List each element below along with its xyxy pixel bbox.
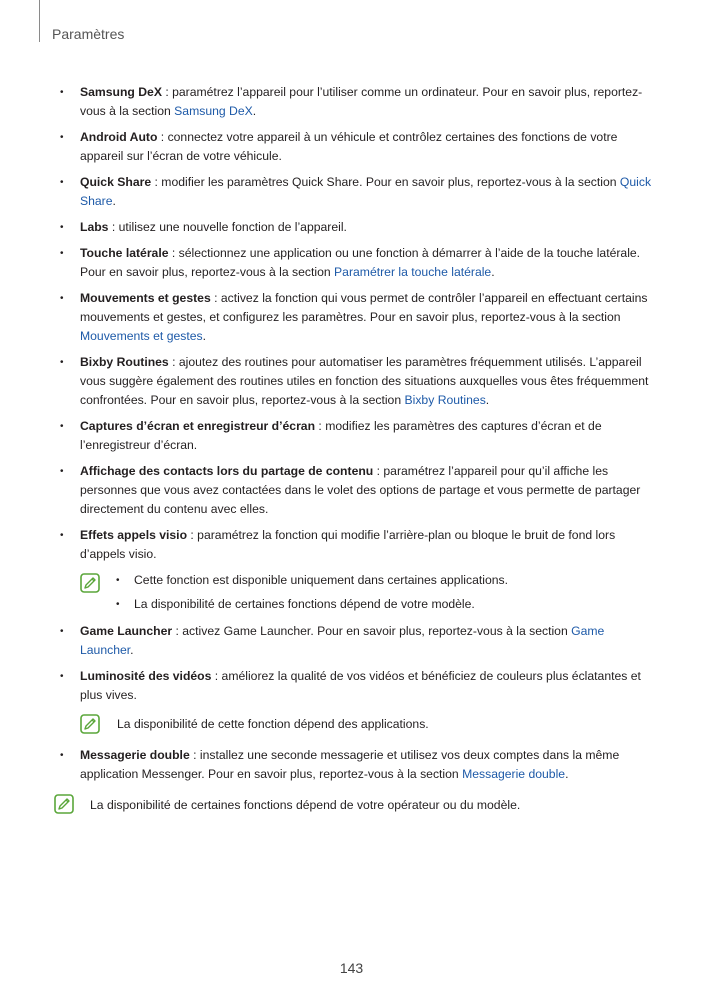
item-term: Messagerie double xyxy=(80,748,190,762)
item-term: Samsung DeX xyxy=(80,85,162,99)
note-list-item: • La disponibilité de certaines fonctions dépend de votre modèle. xyxy=(134,595,652,614)
item-term: Mouvements et gestes xyxy=(80,291,211,305)
list-item-android-auto xyxy=(60,128,652,166)
list-item-samsung-dex xyxy=(60,83,652,121)
item-text: : paramétrez l’appareil pour qu’il affiche les personnes que vous avez contactées dans le volet des options de partage et vous permette de partager directement du contenu avec elles. xyxy=(80,464,641,516)
list-item-motions-gestures xyxy=(60,289,652,346)
note-pencil-icon xyxy=(80,573,100,593)
item-text: : ajoutez des routines pour automatiser les paramètres fréquemment utilisés. L’appareil vous suggère également des routines utiles en fonction des situations auxquelles vous êtes fréquemment confrontées. Pour en savoir plus, reportez-vous à la section xyxy=(80,355,649,407)
page-header-title: Paramètres xyxy=(52,26,125,42)
section-link[interactable]: Mouvements et gestes xyxy=(80,329,203,343)
settings-list xyxy=(60,83,652,820)
item-text: : connectez votre appareil à un véhicule et contrôlez certaines des fonctions de votre appareil sur l’écran de votre véhicule. xyxy=(80,130,618,163)
item-text: : modifiez les paramètres des captures d’écran et de l’enregistreur d’écran. xyxy=(80,419,602,452)
item-text: : sélectionnez une application ou une fonction à démarrer à l’aide de la touche latérale. Pour en savoir plus, reportez-vous à la section xyxy=(80,246,641,279)
list-item-side-key xyxy=(60,244,652,282)
item-text: : installez une seconde messagerie et utilisez vos deux comptes dans la même application Messenger. Pour en savoir plus, reportez-vous à la section xyxy=(80,748,620,781)
section-link[interactable]: Bixby Routines xyxy=(404,393,486,407)
list-item-bixby-routines xyxy=(60,353,652,410)
item-text: : améliorez la qualité de vos vidéos et bénéficiez de couleurs plus éclatantes et plus vives. xyxy=(80,669,641,702)
list-item-quick-share xyxy=(60,173,652,211)
item-term: Affichage des contacts lors du partage de contenu xyxy=(80,464,374,478)
item-text: : paramétrez l’appareil pour l’utiliser comme un ordinateur. Pour en savoir plus, reportez-vous à la section xyxy=(80,85,643,118)
note-video-brightness xyxy=(80,712,652,738)
list-item-game-launcher xyxy=(60,622,652,660)
note-final xyxy=(54,794,652,820)
item-term: Luminosité des vidéos xyxy=(80,669,212,683)
item-term: Touche latérale xyxy=(80,246,169,260)
list-item-labs xyxy=(60,218,652,237)
item-term: Labs xyxy=(80,220,109,234)
header-rule xyxy=(39,0,40,42)
section-link[interactable]: Paramétrer la touche latérale xyxy=(334,265,492,279)
note-text: La disponibilité de cette fonction dépend des applications. xyxy=(117,717,429,731)
item-suffix: . xyxy=(112,194,116,208)
note-pencil-icon xyxy=(80,714,100,734)
item-term: Quick Share xyxy=(80,175,152,189)
section-link[interactable]: Game Launcher xyxy=(80,624,605,657)
item-term: Android Auto xyxy=(80,130,158,144)
list-item-video-brightness xyxy=(60,667,652,705)
item-suffix: . xyxy=(130,643,134,657)
item-text: : activez Game Launcher. Pour en savoir plus, reportez-vous à la section xyxy=(172,624,572,638)
section-link[interactable]: Samsung DeX xyxy=(174,104,253,118)
note-video-call-effects xyxy=(80,571,652,614)
note-text: La disponibilité de certaines fonctions dépend de votre opérateur ou du modèle. xyxy=(90,798,521,812)
item-suffix: . xyxy=(202,329,207,343)
list-item-video-call-effects xyxy=(60,526,652,564)
section-link[interactable]: Quick Share xyxy=(80,175,652,208)
item-suffix: . xyxy=(565,767,569,781)
item-text: : activez la fonction qui vous permet de contrôler l’appareil en effectuant certains mouvements et gestes, et configurez les paramètres. Pour en savoir plus, reportez-vous à la section xyxy=(80,291,648,324)
item-suffix: . xyxy=(252,104,257,118)
item-text: : utilisez une nouvelle fonction de l’appareil. xyxy=(108,220,347,234)
item-text: : modifier les paramètres Quick Share. Pour en savoir plus, reportez-vous à la section xyxy=(151,175,620,189)
item-term: Effets appels visio xyxy=(80,528,188,542)
list-item-dual-messenger xyxy=(60,746,652,784)
item-term: Game Launcher xyxy=(80,624,173,638)
page-number: 143 xyxy=(339,960,364,976)
item-suffix: . xyxy=(491,265,495,279)
note-list-item: • Cette fonction est disponible uniquement dans certaines applications. xyxy=(134,571,652,590)
note-pencil-icon xyxy=(54,794,74,814)
note-list xyxy=(80,571,652,614)
section-link[interactable]: Messagerie double xyxy=(462,767,566,781)
item-suffix: . xyxy=(485,393,490,407)
list-item-share-contacts xyxy=(60,462,652,519)
item-text: : paramétrez la fonction qui modifie l’arrière-plan ou bloque le bruit de fond lors d’appels visio. xyxy=(80,528,616,561)
item-term: Bixby Routines xyxy=(80,355,169,369)
item-term: Captures d’écran et enregistreur d’écran xyxy=(80,419,316,433)
list-item-screenshots-recorder xyxy=(60,417,652,455)
